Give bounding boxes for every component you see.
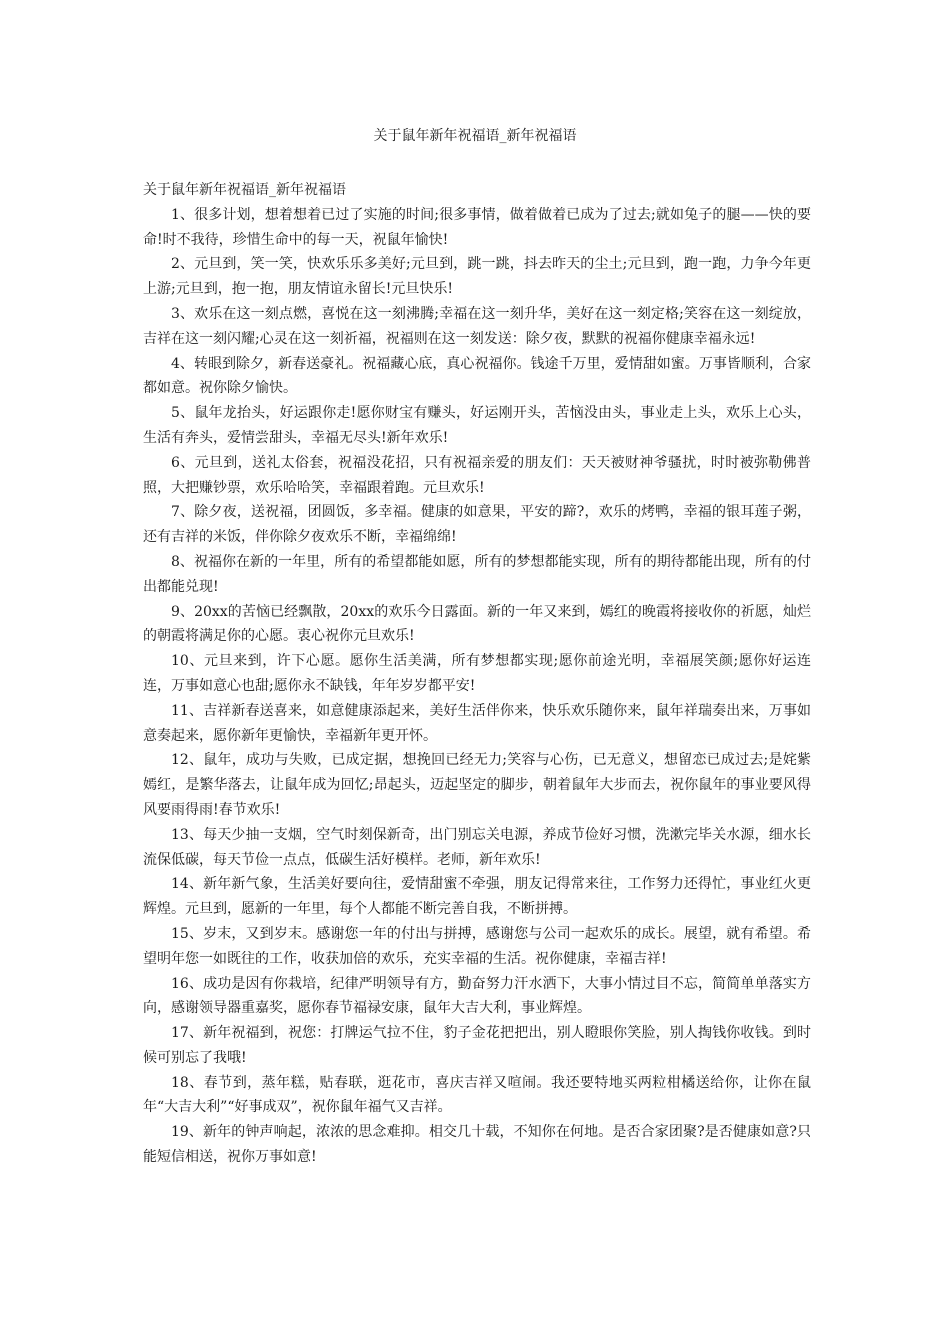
paragraph-18: 18、春节到，蒸年糕，贴春联，逛花市，喜庆吉祥又喧闹。我还要特地买两粒柑橘送给你，让你在鼠年“大吉大利”“好事成双”，祝你鼠年福气又吉祥。 xyxy=(143,1074,811,1116)
paragraph-16: 16、成功是因有你栽培，纪律严明领导有方，勤奋努力汗水洒下，大事小情过目不忘，简简单单落实方向，感谢领导器重嘉奖，愿你春节福禄安康，鼠年大吉大利，事业辉煌。 xyxy=(143,975,811,1017)
paragraph-9: 9、20xx的苦恼已经飘散，20xx的欢乐今日露面。新的一年又来到，嫣红的晚霞将接收你的祈愿，灿烂的朝霞将满足你的心愿。衷心祝你元旦欢乐! xyxy=(143,603,811,645)
paragraph-15: 15、岁末，又到岁末。感谢您一年的付出与拼搏，感谢您与公司一起欢乐的成长。展望，就有希望。希望明年您一如既往的工作，收获加倍的欢乐，充实幸福的生活。祝你健康，幸福吉祥! xyxy=(143,925,811,967)
document-body xyxy=(143,178,811,1170)
paragraph-6: 6、元旦到，送礼太俗套，祝福没花招，只有祝福亲爱的朋友们：天天被财神爷骚扰，时时被弥勒佛普照，大把赚钞票，欢乐哈哈笑，幸福跟着跑。元旦欢乐! xyxy=(143,454,811,496)
paragraph-8: 8、祝福你在新的一年里，所有的希望都能如愿，所有的梦想都能实现，所有的期待都能出现，所有的付出都能兑现! xyxy=(143,553,811,595)
paragraph-5: 5、鼠年龙抬头，好运跟你走!愿你财宝有赚头，好运刚开头，苦恼没由头，事业走上头，欢乐上心头，生活有奔头，爱情尝甜头，幸福无尽头!新年欢乐! xyxy=(143,405,811,446)
paragraph-2: 2、元旦到，笑一笑，快欢乐乐多美好;元旦到，跳一跳，抖去昨天的尘土;元旦到，跑一跑，力争今年更上游;元旦到，抱一抱，朋友情谊永留长!元旦快乐! xyxy=(143,256,811,298)
paragraph-14: 14、新年新气象，生活美好要向往，爱情甜蜜不牵强，朋友记得常来往，工作努力还得忙，事业红火更辉煌。元旦到，愿新的一年里，每个人都能不断完善自我，不断拼搏。 xyxy=(143,876,811,918)
paragraph-13: 13、每天少抽一支烟，空气时刻保新奇，出门别忘关电源，养成节俭好习惯，洗漱完毕关水源，细水长流保低碳，每天节俭一点点，低碳生活好模样。老师，新年欢乐! xyxy=(143,826,811,868)
paragraph-11: 11、吉祥新春送喜来，如意健康添起来，美好生活伴你来，快乐欢乐随你来，鼠年祥瑞奏出来，万事如意奏起来，愿你新年更愉快，幸福新年更开怀。 xyxy=(143,702,811,744)
paragraph-12: 12、鼠年，成功与失败，已成定据，想挽回已经无力;笑容与心伤，已无意义，想留恋已成过去;是姹紫嫣红，是繁华落去，让鼠年成为回忆;昂起头，迈起坚定的脚步，朝着鼠年大步而去，祝你鼠年的事业要风得风要雨得雨!春节欢乐! xyxy=(143,752,811,818)
paragraph-7: 7、除夕夜，送祝福，团圆饭，多幸福。健康的如意果，平安的蹄?，欢乐的烤鸭，幸福的银耳莲子粥，还有吉祥的米饭，伴你除夕夜欢乐不断，幸福绵绵! xyxy=(143,504,811,546)
paragraph-3: 3、欢乐在这一刻点燃，喜悦在这一刻沸腾;幸福在这一刻升华，美好在这一刻定格;笑容在这一刻绽放，吉祥在这一刻闪耀;心灵在这一刻祈福，祝福则在这一刻发送：除夕夜，默默的祝福你健康幸福永远! xyxy=(143,305,811,347)
paragraph-4: 4、转眼到除夕，新春送豪礼。祝福藏心底，真心祝福你。钱途千万里，爱情甜如蜜。万事皆顺利，合家都如意。祝你除夕愉快。 xyxy=(143,355,811,397)
paragraph-19: 19、新年的钟声响起，浓浓的思念难抑。相交几十载，不知你在何地。是否合家团聚?是否健康如意?只能短信相送，祝你万事如意! xyxy=(143,1124,811,1166)
paragraph-1: 1、很多计划，想着想着已过了实施的时间;很多事情，做着做着已成为了过去;就如兔子的腿——快的要命!时不我待，珍惜生命中的每一天，祝鼠年愉快! xyxy=(143,206,811,248)
page-title: 关于鼠年新年祝福语_新年祝福语 xyxy=(373,128,577,144)
paragraph-17: 17、新年祝福到，祝您：打牌运气拉不住，豹子金花把把出，别人瞪眼你笑脸，别人掏钱你收钱。到时候可别忘了我哦! xyxy=(143,1025,811,1066)
paragraph-10: 10、元旦来到，许下心愿。愿你生活美满，所有梦想都实现;愿你前途光明，幸福展笑颜;愿你好运连连，万事如意心也甜;愿你永不缺钱，年年岁岁都平安! xyxy=(143,653,811,694)
document-subtitle: 关于鼠年新年祝福语_新年祝福语 xyxy=(143,182,346,198)
